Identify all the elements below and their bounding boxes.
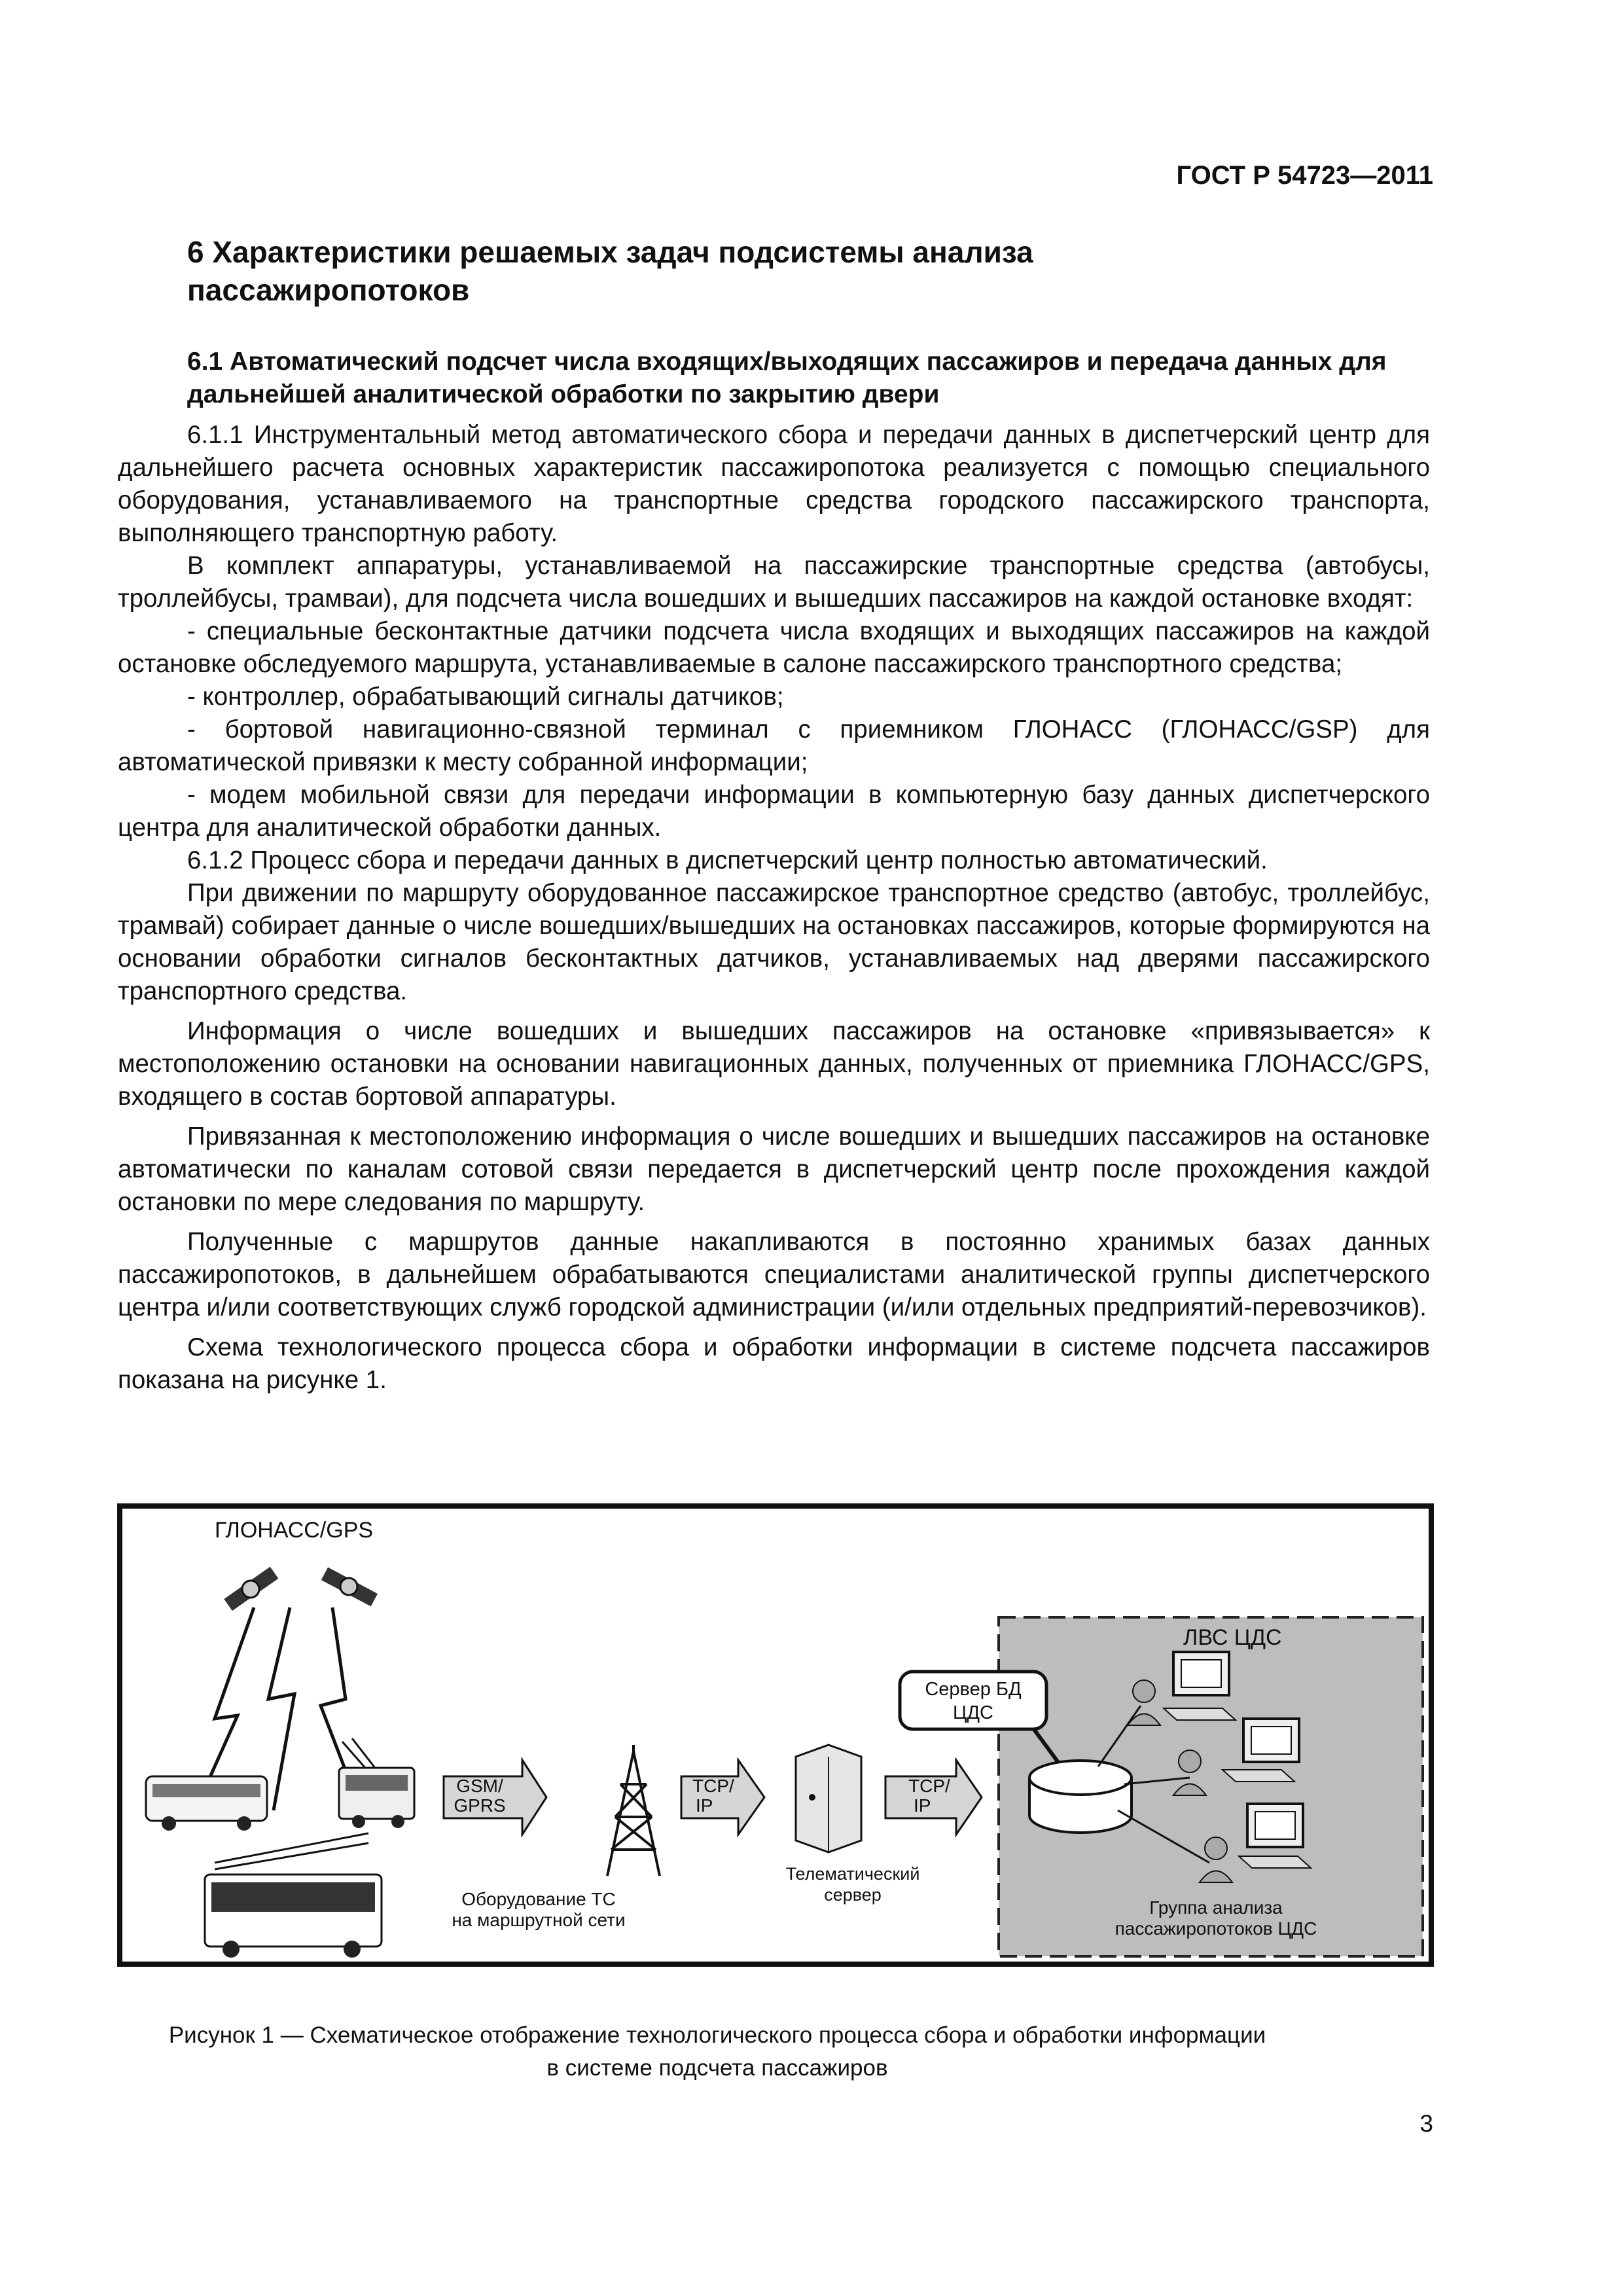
telematic-label-line1: Телематический (785, 1864, 920, 1884)
paragraph: Полученные с маршрутов данные накапливаются в постоянно хранимых базах данных пассажиропотоков, в дальнейшем обрабатываются специалистами аналитической группы диспетчерского центра и/или соответствующих служб городской администрации (и/или отдельных предприятий-перевозчиков). (118, 1228, 1430, 1321)
lan-label: ЛВС ЦДС (1183, 1625, 1282, 1650)
group-label-line2: пассажиропотоков ЦДС (1115, 1918, 1317, 1939)
gsm-label-line2: GPRS (454, 1795, 506, 1816)
vehicles-label-line1: Оборудование ТС (461, 1889, 616, 1909)
paragraph: - контроллер, обрабатывающий сигналы датчиков; (187, 683, 784, 711)
glonass-label: ГЛОНАСС/GPS (215, 1518, 374, 1543)
figure-1 (116, 1503, 1435, 1967)
database-icon (1029, 1761, 1132, 1833)
vehicles-label-line2: на маршрутной сети (452, 1910, 626, 1930)
paragraph: - модем мобильной связи для передачи информации в компьютерную базу данных диспетчерского центра для аналитической обработки данных. (118, 781, 1430, 842)
paragraph: В комплект аппаратуры, устанавливаемой на пассажирские транспортные средства (автобусы, троллейбусы, трамваи), для подсчета числа вошедших и вышедших пассажиров на каждой остановке входят: (118, 552, 1430, 613)
tcp-label-line2: IP (914, 1795, 931, 1816)
tcp-label-line2: IP (696, 1795, 713, 1816)
telematic-label-line2: сервер (824, 1885, 882, 1905)
figure-caption (115, 2019, 1319, 2085)
paragraph: Привязанная к местоположению информация о числе вошедших и вышедших пассажиров на остановке автоматически по каналам сотовой связи передается в диспетчерский центр после прохождения каждой остановки по мере следования по маршруту. (118, 1122, 1430, 1216)
body-text (118, 419, 1430, 1397)
document-id: ГОСТ Р 54723—2011 (1176, 161, 1433, 190)
paragraph: Информация о числе вошедших и вышедших пассажиров на остановке «привязывается» к местоположению остановки на основании навигационных данных, полученных от приемника ГЛОНАСС/GPS, входящего в состав бортовой аппаратуры. (118, 1017, 1430, 1111)
tcp-label-line1: TCP/ (692, 1776, 734, 1796)
paragraph: 6.1.2 Процесс сбора и передачи данных в диспетчерский центр полностью автоматический. (187, 846, 1268, 874)
subsection-title: 6.1 Автоматический подсчет числа входящих/выходящих пассажиров и передача данных для дальнейшей аналитической обработки по закрытию двери (187, 348, 1387, 408)
paragraph: - специальные бесконтактные датчики подсчета числа входящих и выходящих пассажиров на каждой остановке обследуемого маршрута, устанавливаемые в салоне пассажирского транспортного средства; (118, 617, 1430, 678)
process-diagram (116, 1503, 1435, 1967)
page-number: 3 (1419, 2110, 1433, 2137)
paragraph: 6.1.1 Инструментальный метод автоматического сбора и передачи данных в диспетчерский центр для дальнейшего расчета основных характеристик пассажиропотока реализуется с помощью специального оборудования, устанавливаемого на транспортные средства городского пассажирского транспорта, выполняющего транспортную работу. (118, 421, 1430, 547)
paragraph: Схема технологического процесса сбора и обработки информации в системе подсчета пассажиров показана на рисунке 1. (118, 1333, 1430, 1394)
telematic-server-icon (796, 1745, 861, 1852)
db-label-line1: Сервер БД (925, 1679, 1022, 1700)
db-label-line2: ЦДС (952, 1702, 994, 1723)
paragraph: При движении по маршруту оборудованное пассажирское транспортное средство (автобус, троллейбус, трамвай) собирает данные о числе вошедших/вышедших на остановках пассажиров, которые формируются на основании обработки сигналов бесконтактных датчиков, устанавливаемых над дверями пассажирского транспортного средства. (118, 879, 1430, 1005)
caption-line: в системе подсчета пассажиров (546, 2055, 888, 2081)
gsm-label-line1: GSM/ (456, 1776, 503, 1796)
paragraph: - бортовой навигационно-связной терминал с приемником ГЛОНАСС (ГЛОНАСС/GSP) для автоматической привязки к месту собранной информации; (118, 715, 1430, 776)
group-label-line1: Группа анализа (1149, 1897, 1283, 1918)
tcp-label-line1: TCP/ (908, 1776, 950, 1796)
section-title: 6 Характеристики решаемых задач подсистемы анализа пассажиропотоков (187, 235, 1033, 307)
caption-line: Рисунок 1 — Схематическое отображение технологического процесса сбора и обработки информации (168, 2022, 1266, 2048)
